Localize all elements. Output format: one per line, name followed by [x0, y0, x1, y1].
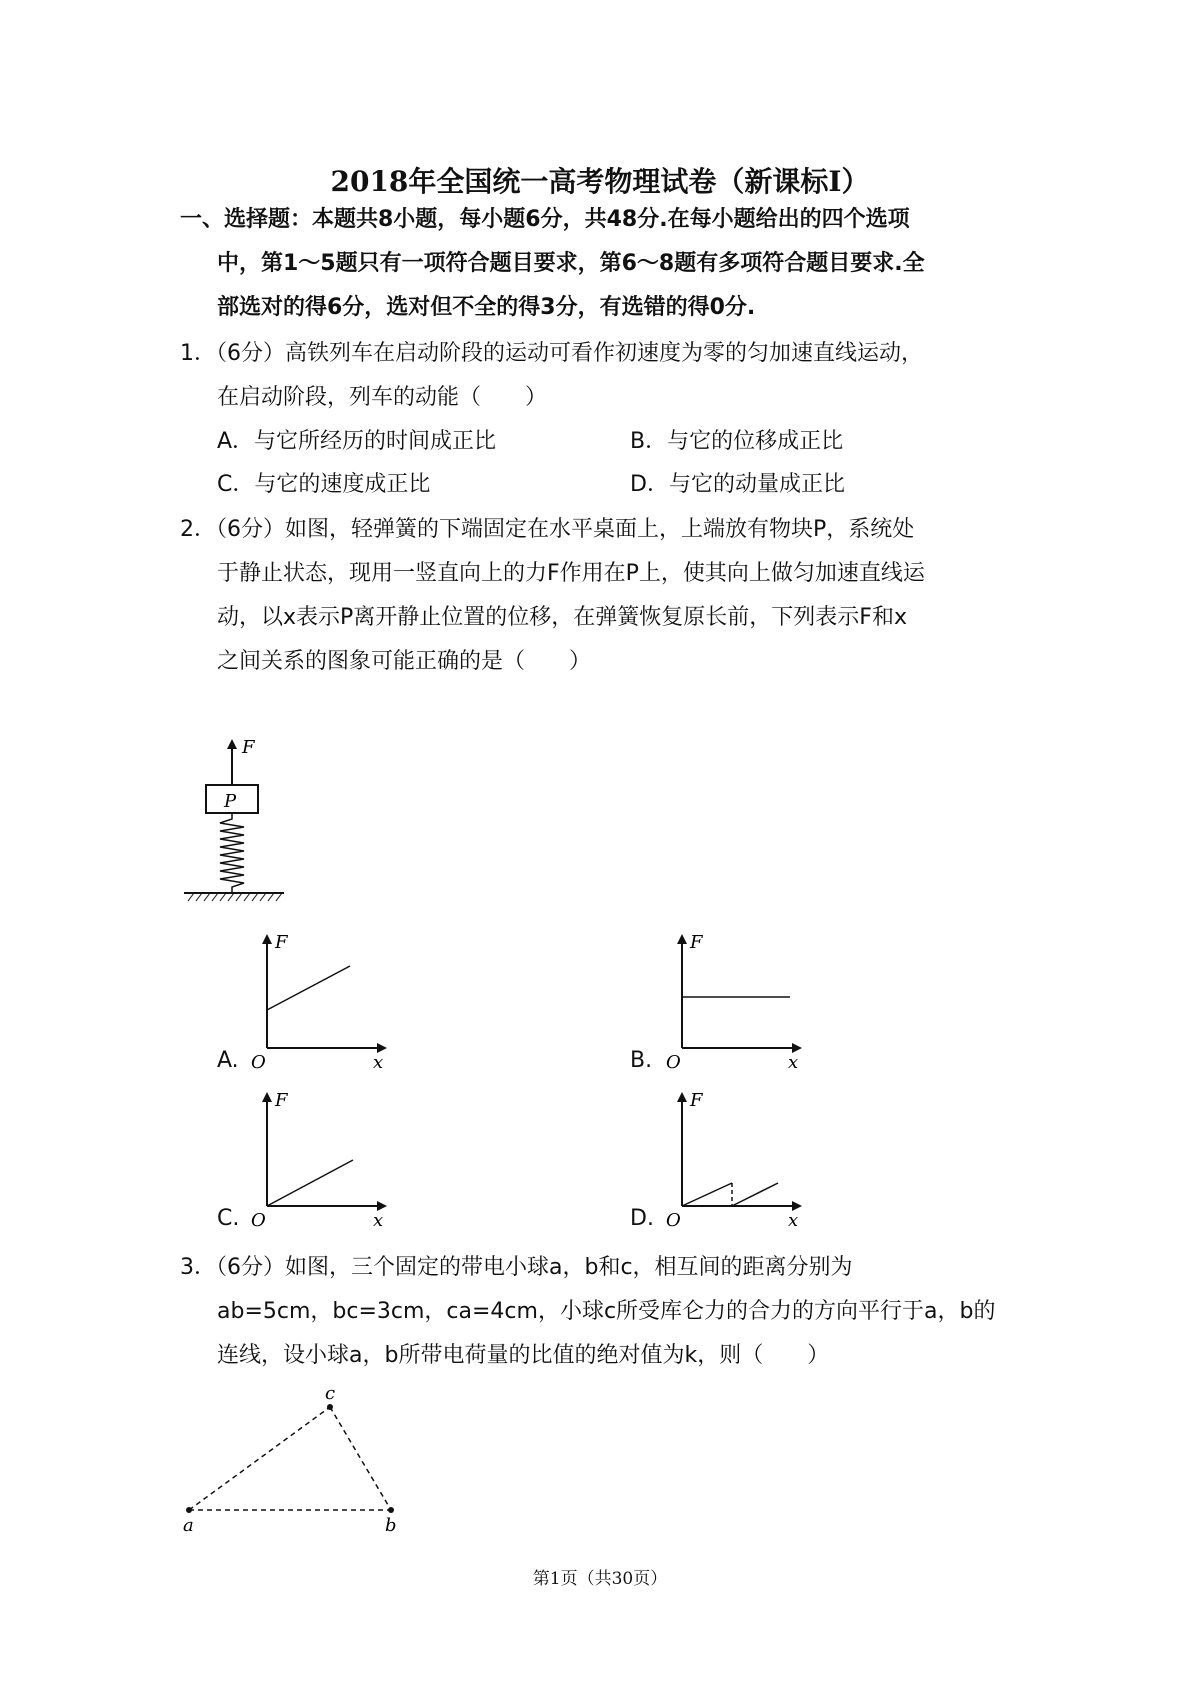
graph-d-x-label: x [788, 1210, 799, 1228]
charge-a [186, 1507, 192, 1513]
graph-a-y-label: F [275, 932, 288, 953]
graph-c[interactable] [245, 1088, 395, 1228]
q3-line-2: ab=5cm，bc=3cm，ca=4cm，小球c所受库仑力的合力的方向平行于a，b的 [217, 1299, 996, 1324]
label-c: c [325, 1385, 336, 1404]
charge-triangle-figure [175, 1385, 415, 1535]
label-a: a [183, 1515, 194, 1535]
ground-hatch [188, 893, 282, 901]
q3-line-3: 连线，设小球a，b所带电荷量的比值的绝对值为k，则（ ） [217, 1343, 830, 1368]
graph-b-y-label: F [690, 932, 703, 953]
graph-c-line [267, 1160, 353, 1206]
graph-b-x-label: x [788, 1052, 799, 1070]
graph-a-origin: O [251, 1052, 266, 1070]
side-bc [330, 1407, 391, 1510]
section-line-1: 一、选择题：本题共8小题，每小题6分，共48分.在每小题给出的四个选项 [180, 207, 910, 232]
label-b: b [385, 1515, 397, 1535]
q1-option-b[interactable]: B．与它的位移成正比 [630, 429, 844, 454]
graph-a-line [267, 966, 350, 1010]
graph-c-y-label: F [275, 1090, 288, 1111]
q2-line-2: 于静止状态，现用一竖直向上的力F作用在P上，使其向上做匀加速直线运 [217, 561, 925, 586]
graph-d-line-2 [732, 1183, 778, 1206]
graph-d[interactable] [660, 1088, 810, 1228]
spring-block-figure [180, 735, 290, 910]
q2-option-a-label[interactable]: A. [217, 1048, 239, 1073]
q2-option-b-label[interactable]: B. [630, 1048, 653, 1073]
graph-d-origin: O [666, 1210, 681, 1228]
q2-line-1: 2．（6分）如图，轻弹簧的下端固定在水平桌面上，上端放有物块P，系统处 [180, 517, 915, 542]
section-line-2: 中，第1～5题只有一项符合题目要求，第6～8题有多项符合题目要求.全 [217, 251, 925, 276]
side-ac [189, 1407, 330, 1510]
q1-line-1: 1．（6分）高铁列车在启动阶段的运动可看作初速度为零的匀加速直线运动， [180, 341, 923, 366]
graph-b-origin: O [666, 1052, 681, 1070]
graph-a[interactable] [245, 930, 395, 1070]
q1-option-d[interactable]: D．与它的动量成正比 [630, 472, 845, 497]
graph-b[interactable] [660, 930, 810, 1070]
spring [220, 813, 244, 893]
q3-line-1: 3．（6分）如图，三个固定的带电小球a，b和c，相互间的距离分别为 [180, 1255, 853, 1280]
graph-c-origin: O [251, 1210, 266, 1228]
q2-option-c-label[interactable]: C. [217, 1206, 240, 1231]
q1-option-c[interactable]: C．与它的速度成正比 [217, 472, 431, 497]
force-label: F [242, 737, 255, 758]
block-label: P [224, 791, 237, 812]
q1-option-a[interactable]: A．与它所经历的时间成正比 [217, 429, 497, 454]
graph-d-line-1 [682, 1183, 732, 1206]
page-title: 2018年全国统一高考物理试卷（新课标Ⅰ） [330, 165, 870, 198]
q1-line-2: 在启动阶段，列车的动能（ ） [217, 385, 548, 410]
page-footer: 第1页（共30页） [532, 1569, 668, 1589]
graph-d-y-label: F [690, 1090, 703, 1111]
graph-a-x-label: x [373, 1052, 384, 1070]
charge-c [327, 1404, 333, 1410]
graph-c-x-label: x [373, 1210, 384, 1228]
q2-line-3: 动，以x表示P离开静止位置的位移，在弹簧恢复原长前，下列表示F和x [217, 605, 907, 630]
section-line-3: 部选对的得6分，选对但不全的得3分，有选错的得0分. [217, 295, 756, 320]
charge-b [388, 1507, 394, 1513]
q2-option-d-label[interactable]: D. [630, 1206, 654, 1231]
q2-line-4: 之间关系的图象可能正确的是（ ） [217, 649, 592, 674]
